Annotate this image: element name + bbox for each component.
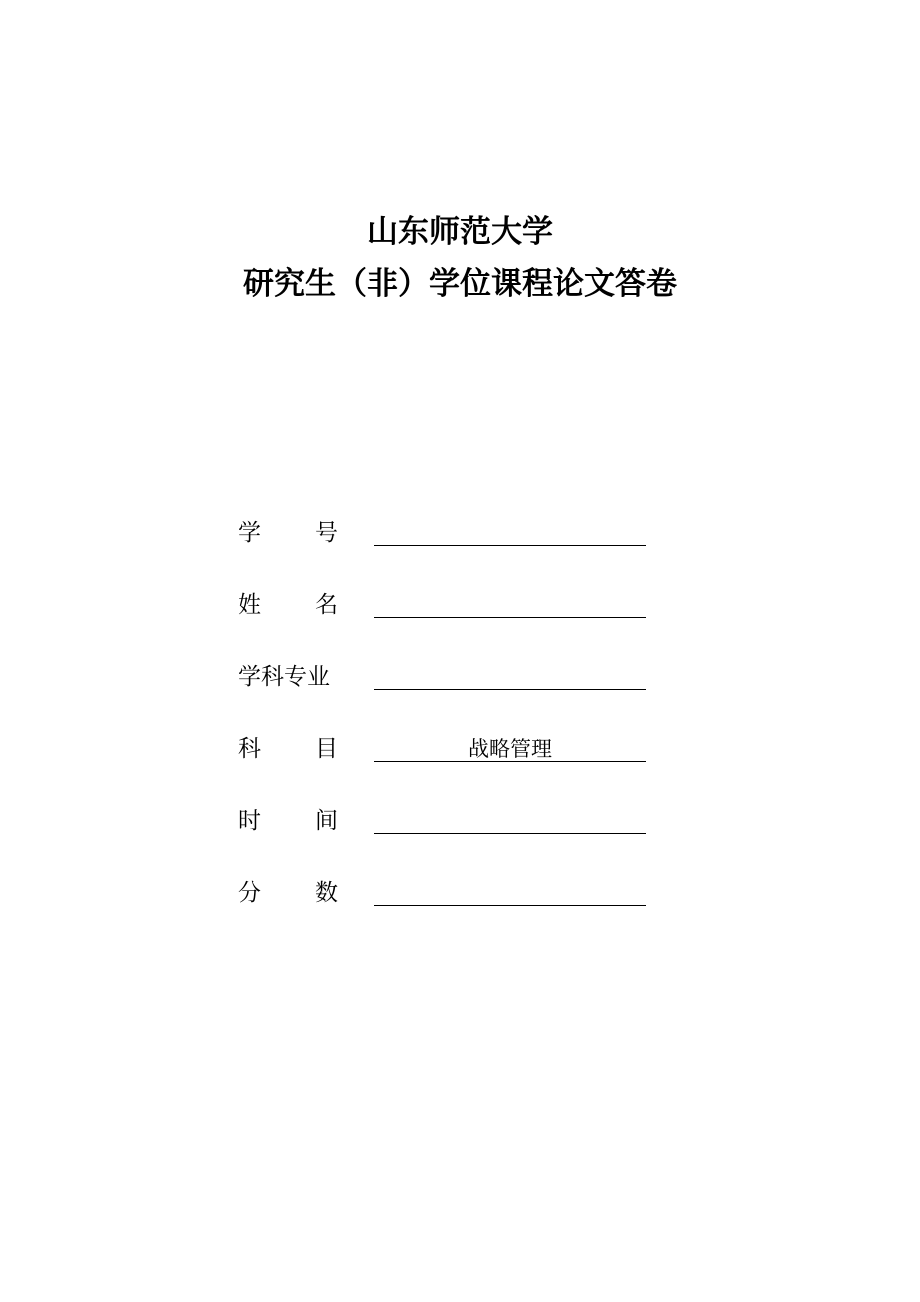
time-label: 时 间 <box>238 808 338 834</box>
score-field[interactable] <box>374 878 646 906</box>
score-label: 分 数 <box>238 880 338 906</box>
cover-title <box>0 208 920 308</box>
form-row-student-id <box>238 510 658 582</box>
form-row-score <box>238 870 658 942</box>
student-id-label: 学 号 <box>238 520 338 546</box>
document-title: 研究生（非）学位课程论文答卷 <box>243 266 677 302</box>
name-label: 姓 名 <box>238 592 338 618</box>
student-id-field[interactable] <box>374 518 646 546</box>
subject-label: 科 目 <box>238 736 338 762</box>
cover-form <box>238 510 658 942</box>
form-row-time <box>238 798 658 870</box>
name-field[interactable] <box>374 590 646 618</box>
university-name: 山东师范大学 <box>367 214 553 250</box>
subject-field[interactable]: 战略管理 <box>374 734 646 762</box>
form-row-name <box>238 582 658 654</box>
time-field[interactable] <box>374 806 646 834</box>
major-label: 学科专业 <box>238 664 330 690</box>
form-row-major <box>238 654 658 726</box>
major-field[interactable] <box>374 662 646 690</box>
form-row-subject <box>238 726 658 798</box>
